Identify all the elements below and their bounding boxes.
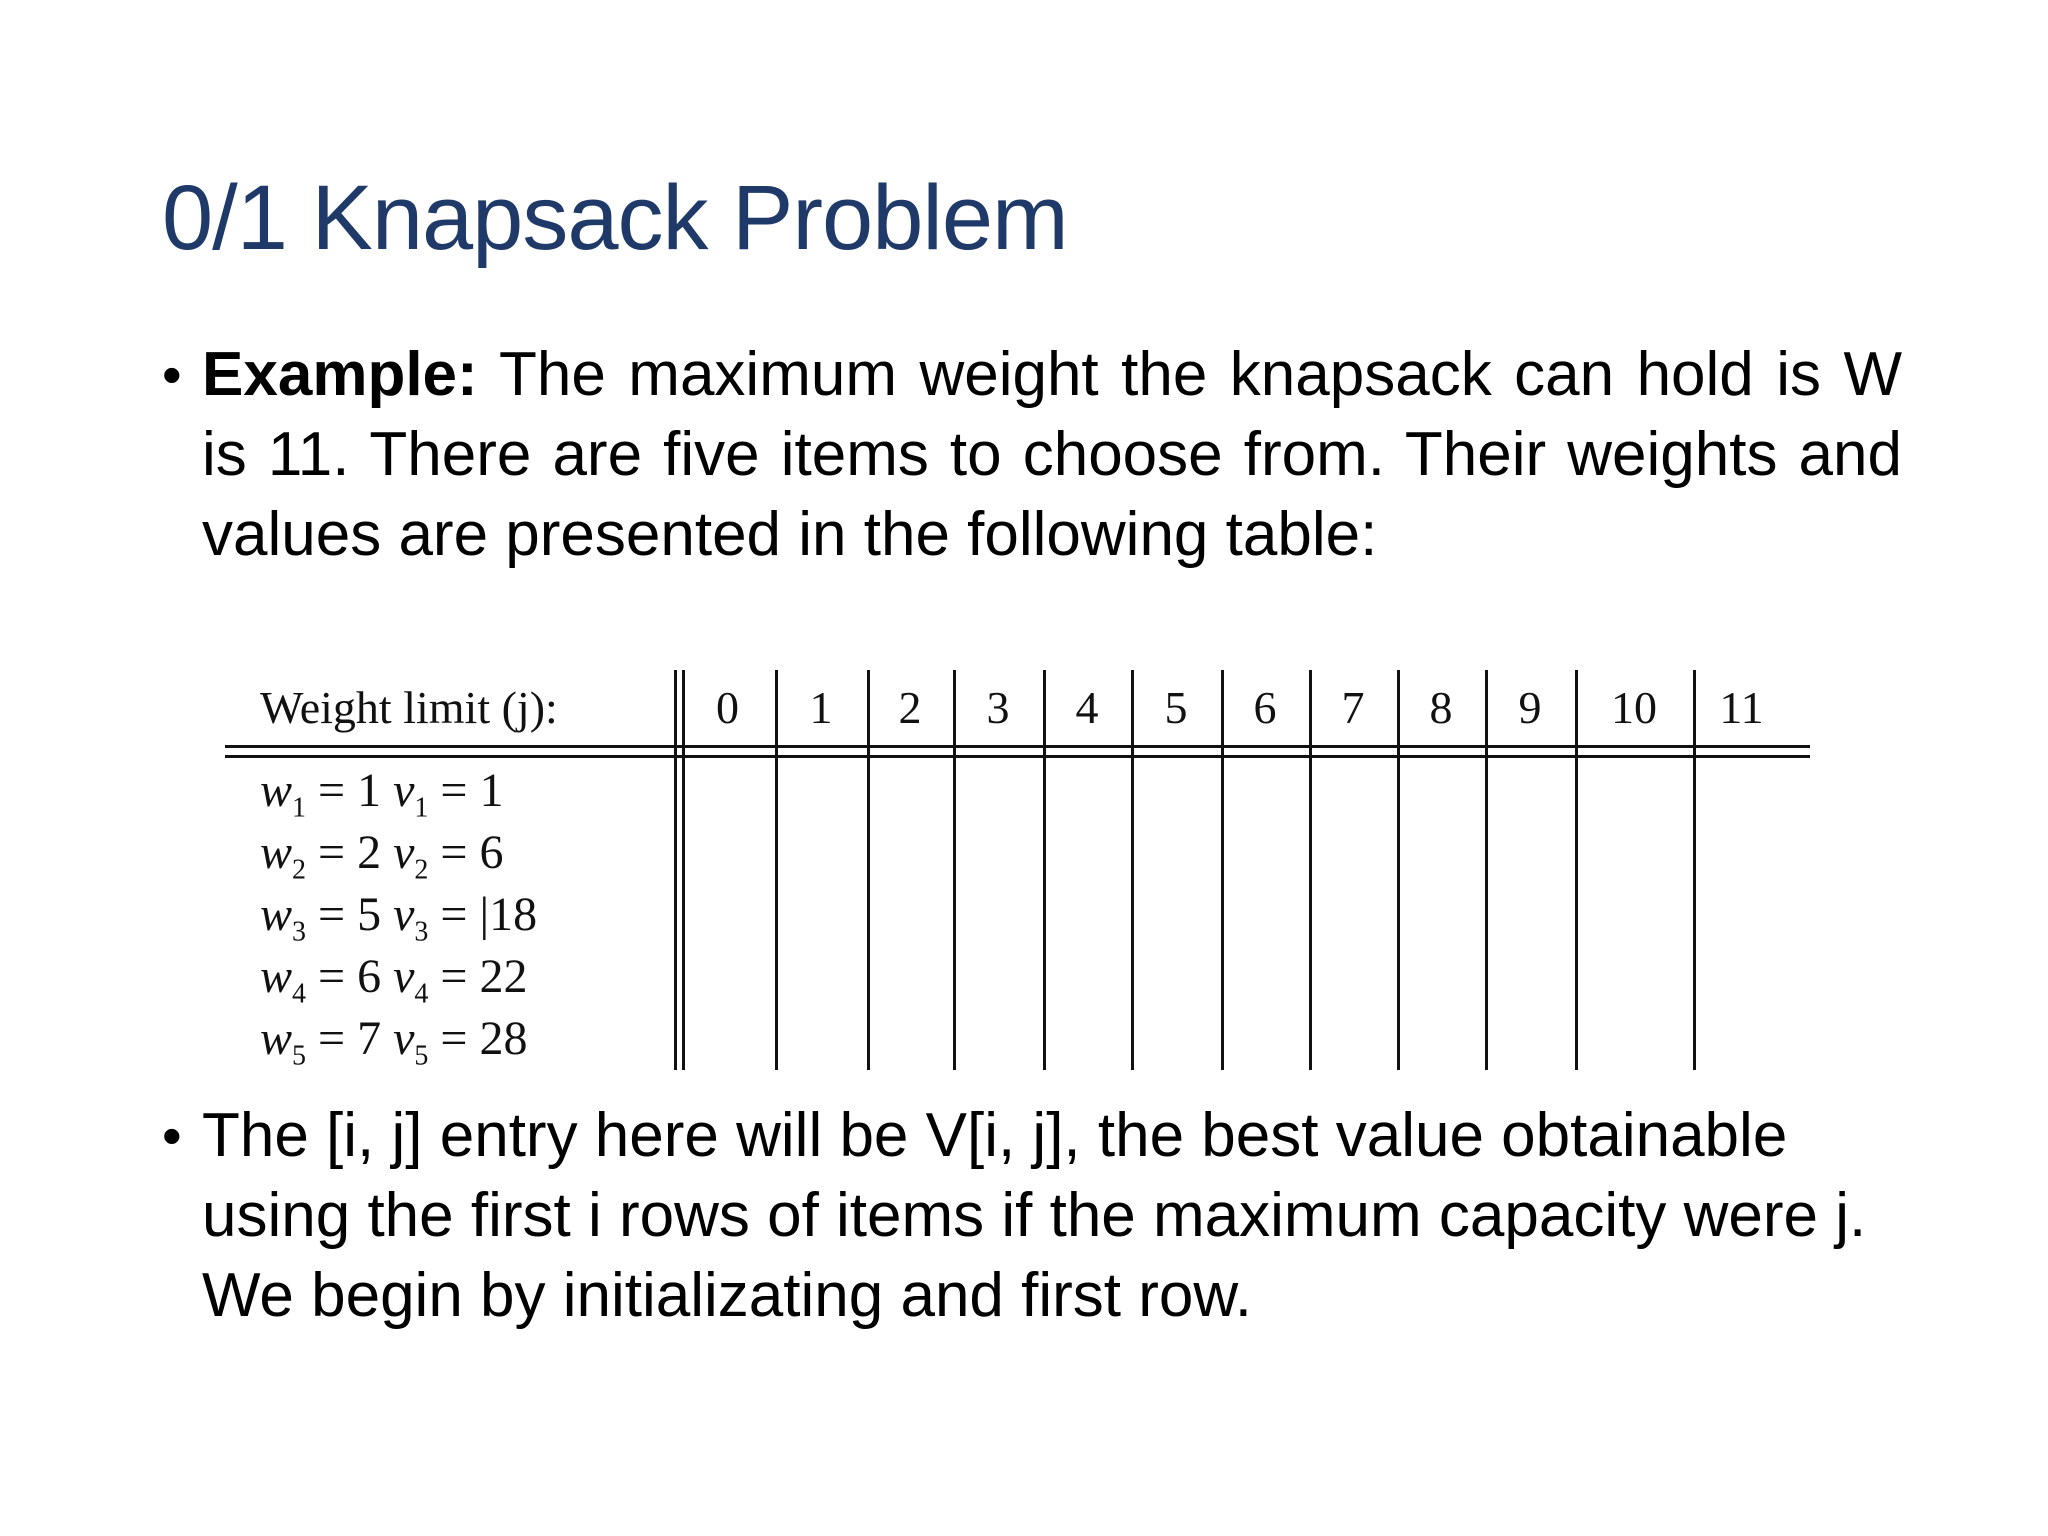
table-column-rule — [953, 670, 956, 1070]
table-column-header: 11 — [1719, 682, 1764, 733]
table-row-label: $w_1 = 1$ $v_1 = 1$ — [260, 764, 504, 824]
bullet-marker: • — [162, 343, 182, 406]
table-row-label: $w_2 = 2$ $v_2 = 6$ — [260, 826, 504, 886]
table-column-header: 2 — [898, 682, 922, 733]
table-column-rule — [682, 670, 685, 1070]
bullet-example-text — [202, 335, 1902, 575]
bullet-example — [162, 335, 1902, 575]
example-body: The maximum weight the knapsack can hold is W is 11. There are five items to choose from. Their weights and values are presented in the following table: — [202, 340, 1902, 569]
table-row-label: $w_3 = 5$ $v_3 = |18$ — [260, 888, 538, 948]
table-column-header: 1 — [809, 682, 833, 733]
table-column-rule — [1221, 670, 1224, 1070]
table-column-rule — [1693, 670, 1696, 1070]
table-row-label: $w_5 = 7$ $v_5 = 28$ — [260, 1012, 528, 1072]
slide-title: 0/1 Knapsack Problem — [162, 167, 1068, 269]
table-column-rule — [1131, 670, 1134, 1070]
table-column-rule — [867, 670, 870, 1070]
bullet-definition — [162, 1096, 1902, 1336]
table-column-rule — [1043, 670, 1046, 1070]
table-column-header: 3 — [986, 682, 1010, 733]
example-lead: Example: — [202, 340, 478, 409]
table-column-header: 4 — [1075, 682, 1099, 733]
table-column-header: 5 — [1164, 682, 1188, 733]
bullet-definition-text: The [i, j] entry here will be V[i, j], the best value obtainable using the first i rows of items if the maximum capacity were j. We begin by initializating and first row. — [202, 1101, 1867, 1330]
table-column-header: 7 — [1341, 682, 1365, 733]
table-column-header: 8 — [1429, 682, 1453, 733]
table-header-label: Weight limit (j): — [260, 682, 558, 733]
table-column-rule — [775, 670, 778, 1070]
table-column-rule — [674, 670, 677, 1070]
table-column-header: 10 — [1611, 682, 1657, 733]
table-row-label: $w_4 = 6$ $v_4 = 22$ — [260, 950, 528, 1010]
table-column-rule — [1309, 670, 1312, 1070]
knapsack-table — [225, 675, 1825, 1070]
table-column-rule — [1397, 670, 1400, 1070]
table-column-header: 0 — [716, 682, 739, 733]
table-header-rule — [225, 755, 1810, 758]
table-column-header: 6 — [1253, 682, 1277, 733]
table-header-rule — [225, 745, 1810, 748]
table-column-rule — [1485, 670, 1488, 1070]
table-column-header: 9 — [1518, 682, 1542, 733]
table-column-rule — [1575, 670, 1578, 1070]
bullet-marker: • — [162, 1104, 182, 1167]
